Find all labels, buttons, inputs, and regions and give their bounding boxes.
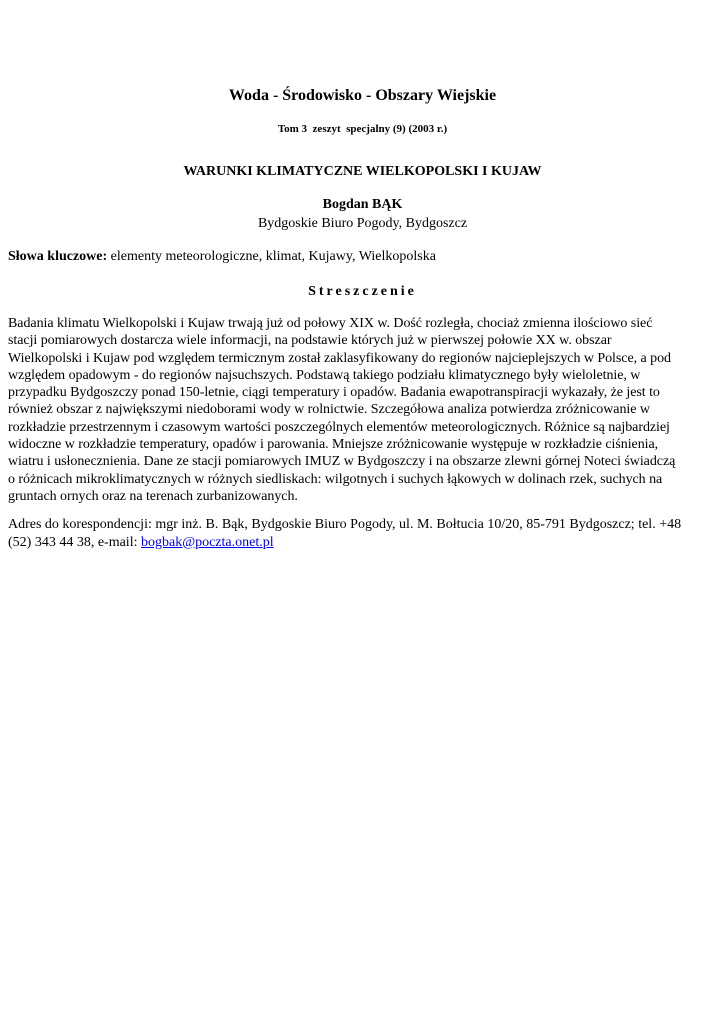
volume-info: Tom 3 zeszyt specjalny (9) (2003 r.) (277, 123, 448, 135)
keywords-line (8, 247, 713, 267)
abstract-line: względem opadowym - do regionów najsuchszych. Podstawą takiego podziału klimatycznego były wieloletnie, w (8, 367, 641, 383)
correspondence-phone: (52) 343 44 38, e-mail: (8, 534, 141, 550)
article-title: WARUNKI KLIMATYCZNE WIELKOPOLSKI I KUJAW (183, 164, 542, 179)
abstract-line: wiatru i usłonecznienia. Dane ze stacji pomiarowych IMUZ w Bydgoszczy i na obszarze zlewni górnej Noteci świadczą (8, 454, 676, 470)
abstract-line: gruntach ornych oraz na terenach zurbanizowanych. (8, 488, 298, 504)
email-link[interactable]: bogbak@poczta.onet.pl (140, 534, 274, 550)
correspondence-line-2 (8, 534, 720, 552)
abstract-line: rozkładzie przestrzennym i czasowym wartości poszczególnych elementów meteorologicznych. Różnice są najbardziej (8, 419, 670, 435)
keywords-text: elementy meteorologiczne, klimat, Kujawy, Wielkopolska (107, 249, 436, 264)
abstract-line: o różnicach mikroklimatycznych w różnych siedliskach: wilgotnych i suchych łąkowych w dolinach rzek, suchych na (8, 471, 663, 487)
correspondence-line-1: Adres do korespondencji: mgr inż. B. Bąk, Bydgoskie Biuro Pogody, ul. M. Bołtucia 10/20, 85-791 Bydgoszcz; tel. +48 (8, 517, 682, 532)
journal-title: Woda - Środowisko - Obszary Wiejskie (228, 87, 497, 104)
abstract-line: również obszar z największymi niedoborami wody w rolnictwie. Szczegółowa analiza potwierdza zróżnicowanie w (8, 402, 650, 418)
abstract-line: Badania klimatu Wielkopolski i Kujaw trwają już od połowy XIX w. Dość rozległa, chociaż zmienna ilościowo sieć (8, 316, 653, 331)
abstract-line: przypadku Bydgoszczy ponad 150-letnie, ciągi temperatury i opadów. Badania ewapotranspiracji wykazały, że jest to (8, 385, 660, 401)
abstract-line: stacji pomiarowych dostarcza wiele informacji, na podstawie których już w pierwszej połowie XX w. obszar (8, 333, 612, 349)
abstract-line: Wielkopolski i Kujaw pod względem termicznym został zaklasyfikowany do regionów najcieplejszych w Polsce, a pod (8, 350, 671, 366)
abstract-line: widoczne w rozkładzie temperatury, opadów i parowania. Mniejsze zróżnicowanie występuje w rozkładzie ciśnienia, (8, 437, 659, 453)
keywords-label: Słowa kluczowe: (8, 249, 108, 264)
correspondence-address (8, 516, 720, 551)
author-name: Bogdan BĄK (322, 197, 403, 212)
abstract-heading: Streszczenie (308, 284, 417, 299)
abstract-body (8, 315, 714, 505)
author-affiliation: Bydgoskie Biuro Pogody, Bydgoszcz (257, 216, 468, 231)
